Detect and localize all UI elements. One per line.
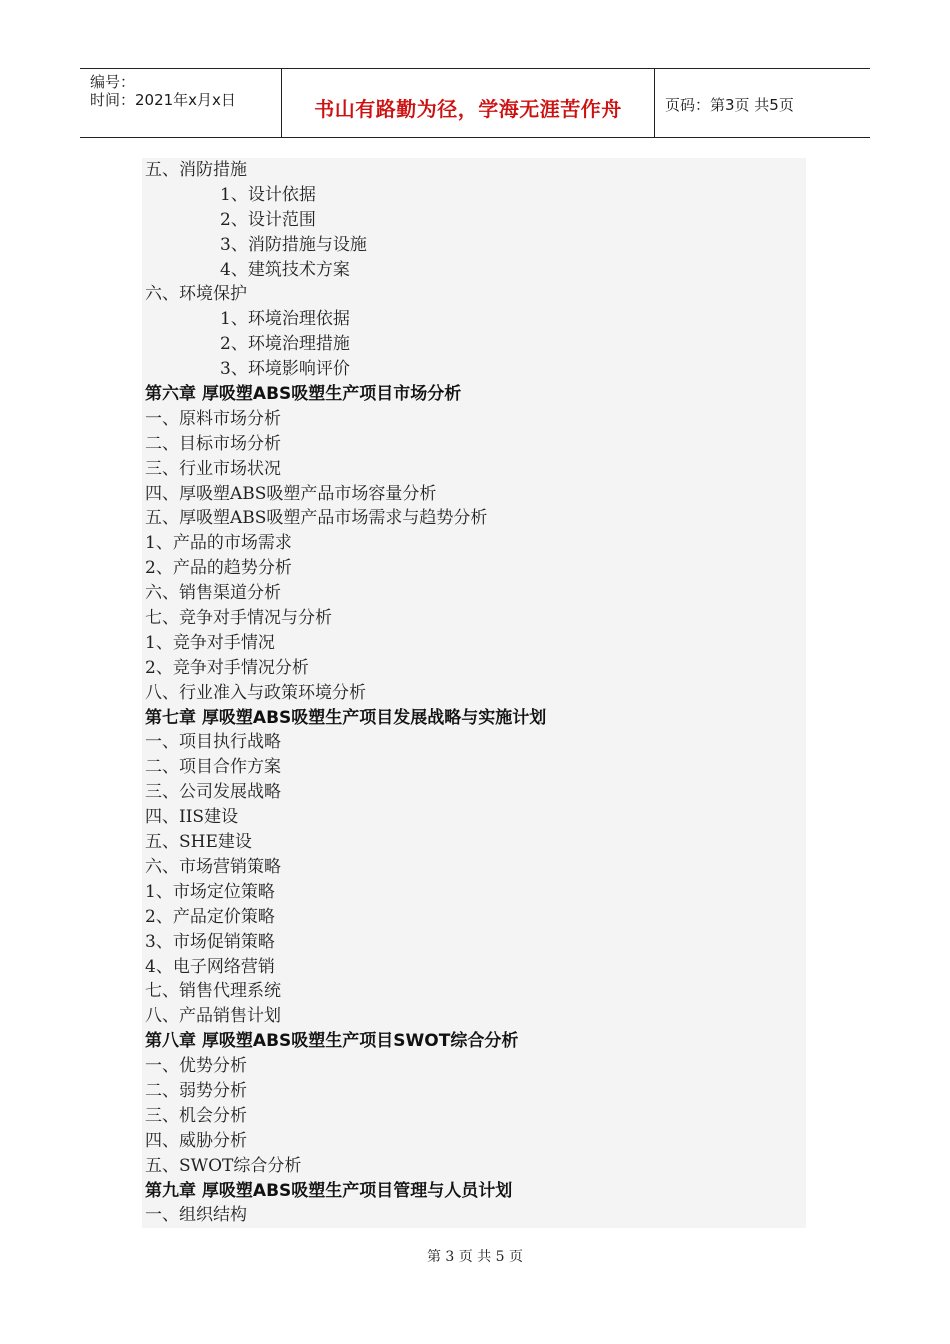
toc-subsection-item: 2、环境治理措施 [220,334,350,355]
toc-list [142,158,806,1228]
toc-section-item: 一、项目执行战略 [145,732,281,753]
toc-section-item: 三、行业市场状况 [145,458,281,479]
toc-section-item: 七、销售代理系统 [145,981,281,1002]
toc-section-item: 八、产品销售计划 [145,1006,281,1027]
toc-section-item: 四、威胁分析 [145,1130,247,1151]
toc-section-item: 2、竞争对手情况分析 [145,657,309,678]
header-page-info: 页码：第3页 共5页 [665,96,794,114]
toc-section-item: 二、弱势分析 [145,1080,247,1101]
header-motto: 书山有路勤为径，学海无涯苦作舟 [314,97,622,121]
document-number-label: 编号： [90,73,136,91]
toc-section-item: 六、环境保护 [145,284,247,305]
toc-section-item: 五、SHE建设 [145,832,252,853]
toc-subsection-item: 1、设计依据 [220,184,316,205]
toc-section-item: 4、电子网络营销 [145,956,275,977]
toc-section-item: 一、原料市场分析 [145,408,281,429]
toc-section-item: 一、优势分析 [145,1056,247,1077]
header-motto-cell [281,69,655,137]
toc-chapter-heading: 第九章 厚吸塑ABS吸塑生产项目管理与人员计划 [145,1180,513,1201]
toc-section-item: 四、厚吸塑ABS吸塑产品市场容量分析 [145,483,437,504]
document-header [80,68,870,138]
toc-section-item: 3、市场促销策略 [145,931,275,952]
toc-section-item: 三、机会分析 [145,1105,247,1126]
header-left-cell [80,69,280,137]
toc-subsection-item: 1、环境治理依据 [220,309,350,330]
toc-subsection-item: 3、环境影响评价 [220,359,350,380]
toc-chapter-heading: 第六章 厚吸塑ABS吸塑生产项目市场分析 [145,384,462,405]
header-page-cell [655,69,870,137]
toc-section-item: 二、目标市场分析 [145,433,281,454]
toc-section-item: 一、组织结构 [145,1205,247,1226]
toc-section-item: 七、竞争对手情况与分析 [145,608,332,629]
document-date: 时间：2021年x月x日 [90,91,236,109]
toc-section-item: 五、SWOT综合分析 [145,1155,302,1176]
toc-section-item: 2、产品的趋势分析 [145,558,292,579]
toc-section-item: 六、市场营销策略 [145,856,281,877]
toc-section-item: 五、厚吸塑ABS吸塑产品市场需求与趋势分析 [145,508,488,529]
table-of-contents [142,158,806,1228]
toc-section-item: 1、市场定位策略 [145,881,275,902]
toc-section-item: 五、消防措施 [145,160,247,180]
toc-section-item: 三、公司发展战略 [145,782,281,803]
toc-section-item: 2、产品定价策略 [145,906,275,927]
toc-section-item: 六、销售渠道分析 [145,583,281,604]
toc-section-item: 二、项目合作方案 [145,757,281,778]
toc-subsection-item: 2、设计范围 [220,209,316,230]
toc-subsection-item: 3、消防措施与设施 [220,234,367,255]
page-footer: 第 3 页 共 5 页 [426,1249,524,1265]
toc-section-item: 1、竞争对手情况 [145,632,275,653]
toc-chapter-heading: 第七章 厚吸塑ABS吸塑生产项目发展战略与实施计划 [145,707,547,728]
toc-section-item: 四、IIS建设 [145,807,239,828]
toc-chapter-heading: 第八章 厚吸塑ABS吸塑生产项目SWOT综合分析 [145,1031,519,1052]
toc-section-item: 八、行业准入与政策环境分析 [145,682,366,703]
toc-subsection-item: 4、建筑技术方案 [220,259,350,280]
toc-section-item: 1、产品的市场需求 [145,533,292,554]
